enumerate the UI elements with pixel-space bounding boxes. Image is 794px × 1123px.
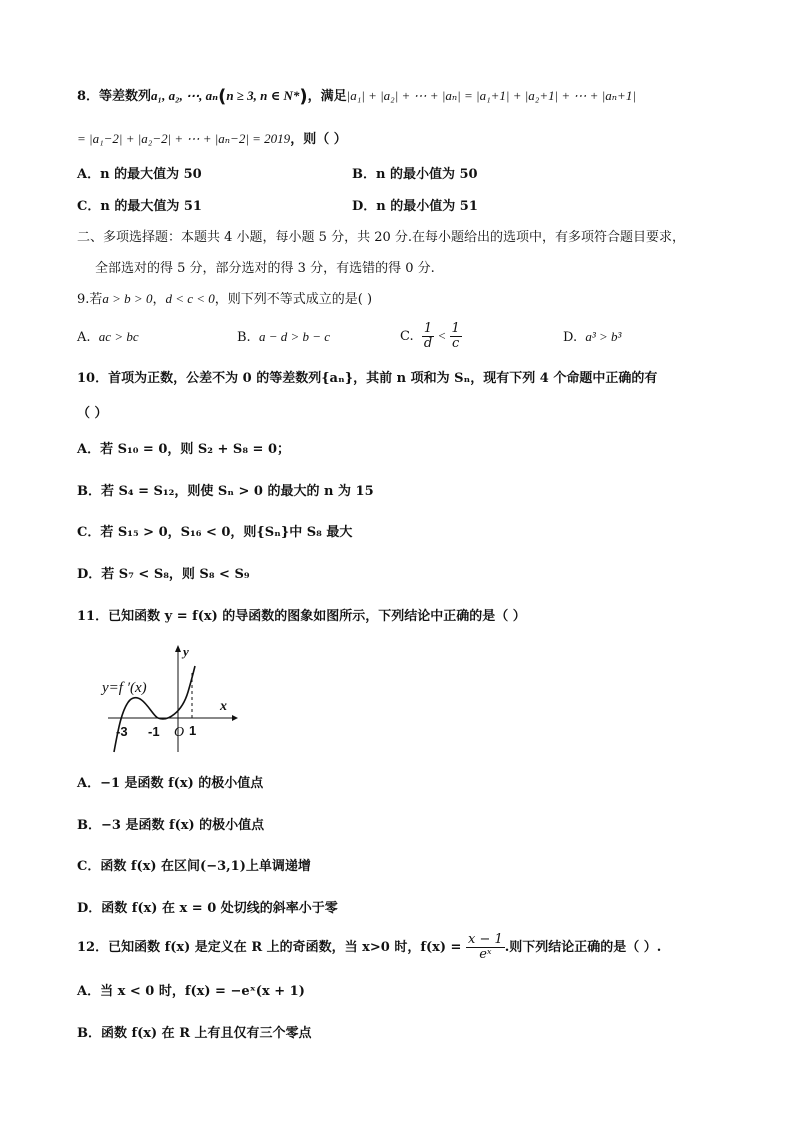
- q9-option-d[interactable]: [563, 328, 621, 347]
- y-axis-arrow: [175, 645, 181, 652]
- q9-c-label: C.: [400, 329, 414, 344]
- q10-stem: 10．首项为正数，公差不为 0 的等差数列{aₙ}，其前 n 项和为 Sₙ，现有下列 4 个命题中正确的有: [77, 371, 658, 386]
- q9-stem: [77, 290, 372, 309]
- q12-stem: [77, 930, 661, 966]
- q9-c-num2: 1: [451, 321, 460, 336]
- q8-paren-open: (: [218, 86, 227, 107]
- q9-a-expr: ac > bc: [98, 329, 139, 344]
- y-axis-label: y: [183, 644, 189, 659]
- section2-line2: 全部选对的得 5 分，部分选对的得 3 分，有选错的得 0 分.: [95, 261, 435, 276]
- tick-label-1: 1: [189, 723, 197, 738]
- q11-stem: 11．已知函数 y = f(x) 的导函数的图象如图所示，下列结论中正确的是（ ）: [77, 609, 526, 624]
- q8-stem-line1: [77, 87, 636, 106]
- q12-fraction: [466, 933, 505, 962]
- derivative-graph: [96, 640, 242, 758]
- q10-paren: （ ）: [77, 406, 108, 421]
- q8-seq: a₁, a₂, ⋯, aₙ: [151, 88, 219, 103]
- q8-option-a[interactable]: A．n 的最大值为 50: [77, 167, 202, 182]
- q12-stem-b: .则下列结论正确的是（ ）.: [504, 940, 662, 955]
- q9-c-den2: c: [452, 336, 460, 351]
- q12-option-a[interactable]: A．当 x < 0 时，f(x) = −eˣ(x + 1): [77, 984, 305, 999]
- q8-eq2: = |a₁−2| + |a₂−2| + ⋯ + |aₙ−2| = 2019: [77, 131, 291, 146]
- origin-label: O: [174, 725, 185, 740]
- q12-stem-a: 12．已知函数 f(x) 是定义在 R 上的奇函数，当 x>0 时，f(x) =: [77, 940, 462, 955]
- q11-option-c[interactable]: C．函数 f(x) 在区间(−3,1)上单调递增: [77, 859, 311, 874]
- x-axis-label: x: [220, 699, 227, 714]
- q8-option-c[interactable]: C．n 的最大值为 51: [77, 199, 202, 214]
- q11-option-d[interactable]: D．函数 f(x) 在 x = 0 处切线的斜率小于零: [77, 901, 338, 916]
- q9-d-expr: a³ > b³: [585, 329, 622, 344]
- q8-prefix: 8．等差数列: [77, 89, 152, 104]
- x-axis-arrow: [232, 715, 238, 721]
- q8-paren-close: ): [299, 86, 308, 107]
- q8-eq1: |a₁| + |a₂| + ⋯ + |aₙ| = |a₁+1| + |a₂+1| + ⋯ + |aₙ+1|: [346, 88, 636, 103]
- q9-stem-a: 9.若: [77, 292, 103, 307]
- q8-option-b[interactable]: B．n 的最小值为 50: [352, 167, 478, 182]
- q9-option-b[interactable]: [237, 328, 330, 347]
- curve-label: y=f ′(x): [102, 680, 147, 696]
- q10-option-b[interactable]: B．若 S₄ = S₁₂，则使 Sₙ > 0 的最大的 n 为 15: [77, 484, 374, 499]
- q12-frac-num: x − 1: [467, 932, 503, 947]
- q8-mid: ，满足: [307, 89, 347, 104]
- section2-line1: 二、多项选择题：本题共 4 小题，每小题 5 分，共 20 分.在每小题给出的选项中，有多项符合题目要求，: [77, 230, 686, 245]
- q9-c-num1: 1: [422, 322, 434, 337]
- q9-c-frac-left: [422, 322, 434, 351]
- q8-tail: ，则（ ）: [290, 132, 347, 147]
- q9-a-label: A.: [77, 330, 91, 345]
- q8-cond: n ≥ 3, n ∈ N*: [226, 88, 300, 103]
- tick-label-m1: -1: [148, 724, 160, 739]
- q9-sep: ，: [152, 292, 166, 307]
- q12-frac-den: eˣ: [479, 947, 492, 962]
- q11-option-b[interactable]: B．−3 是函数 f(x) 的极小值点: [77, 818, 265, 833]
- q9-c-den1: d: [423, 336, 433, 351]
- tick-label-m3: -3: [116, 724, 128, 739]
- q9-cond1: a > b > 0: [102, 291, 153, 306]
- q9-option-a[interactable]: [77, 328, 139, 347]
- q10-option-a[interactable]: A．若 S₁₀ = 0，则 S₂ + S₈ = 0；: [77, 442, 291, 457]
- q12-option-b[interactable]: B．函数 f(x) 在 R 上有且仅有三个零点: [77, 1026, 312, 1041]
- q8-option-d[interactable]: D．n 的最小值为 51: [352, 199, 478, 214]
- q10-option-c[interactable]: C．若 S₁₅ > 0，S₁₆ < 0，则{Sₙ}中 S₈ 最大: [77, 525, 353, 540]
- q9-c-lt: <: [434, 328, 450, 343]
- q9-c-frac-right: [450, 322, 462, 351]
- q9-cond2: d < c < 0: [165, 291, 215, 306]
- q10-option-d[interactable]: D．若 S₇ < S₈，则 S₈ < S₉: [77, 567, 250, 582]
- q9-option-c[interactable]: [400, 318, 462, 355]
- q9-d-label: D.: [563, 330, 578, 345]
- q9-b-label: B.: [237, 330, 251, 345]
- q9-stem-b: ，则下列不等式成立的是( ): [214, 292, 373, 307]
- q8-stem-line2: [77, 130, 347, 149]
- q11-option-a[interactable]: A．−1 是函数 f(x) 的极小值点: [77, 776, 264, 791]
- q9-b-expr: a − d > b − c: [258, 329, 331, 344]
